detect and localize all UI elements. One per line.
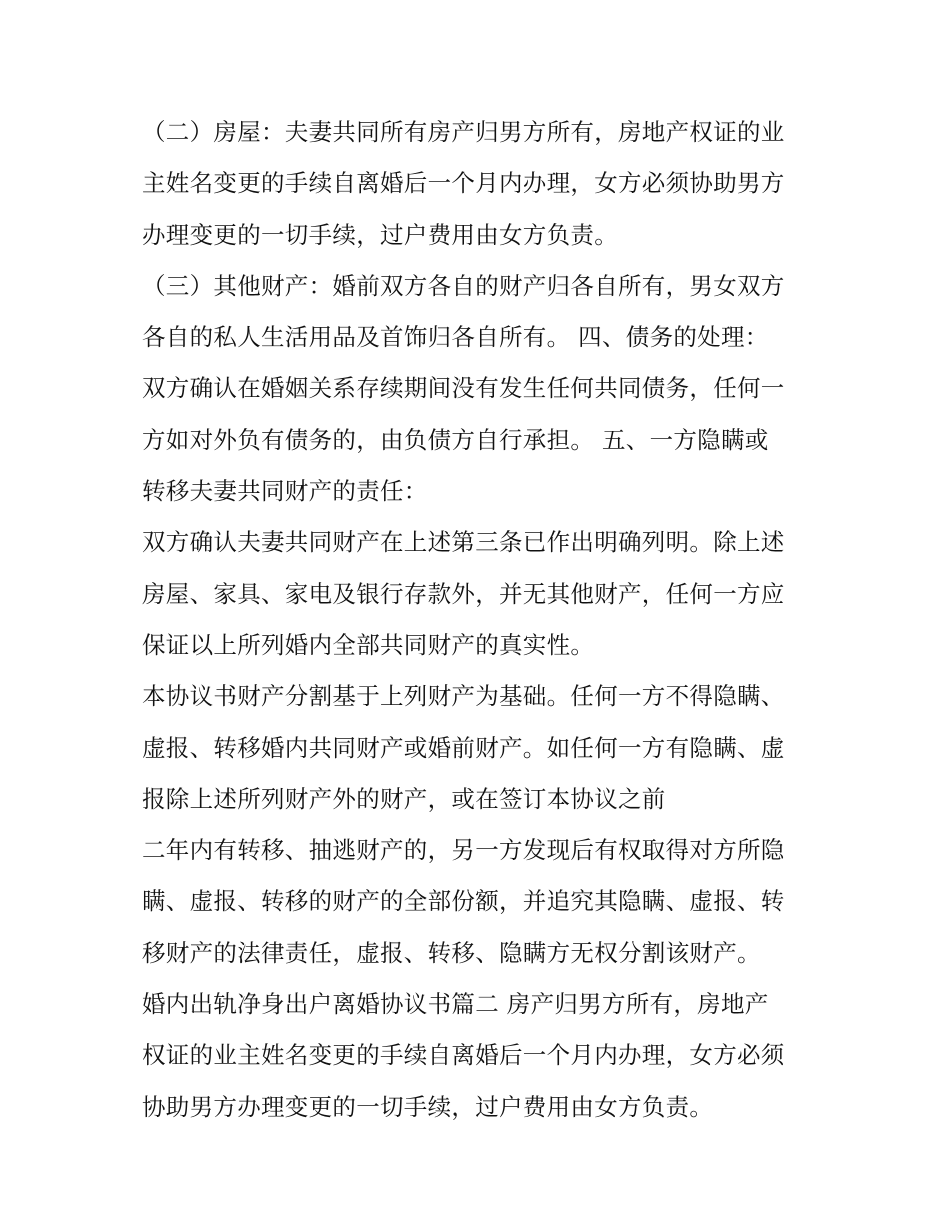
text-line: 权证的业主姓名变更的手续自离婚后一个月内办理，女方必须 [142, 1041, 785, 1070]
text-line: 房屋、家具、家电及银行存款外，并无其他财产，任何一方应 [142, 579, 785, 608]
text-line: 虚报、转移婚内共同财产或婚前财产。如任何一方有隐瞒、虚 [142, 733, 785, 762]
text-line: 报除上述所列财产外的财产，或在签订本协议之前 [142, 784, 666, 813]
document-body [142, 107, 822, 1133]
text-line: 协助男方办理变更的一切手续，过户费用由女方负责。 [142, 1092, 714, 1121]
text-line: 方如对外负有债务的，由负债方自行承担。 五、一方隐瞒或 [142, 425, 769, 454]
text-line: （三）其他财产：婚前双方各自的财产归各自所有，男女双方 [142, 271, 785, 300]
text-line: 移财产的法律责任，虚报、转移、隐瞒方无权分割该财产。 [142, 938, 761, 967]
text-line: 本协议书财产分割基于上列财产为基础。任何一方不得隐瞒、 [142, 682, 785, 711]
text-line: 双方确认在婚姻关系存续期间没有发生任何共同债务，任何一 [142, 374, 785, 403]
text-line: 双方确认夫妻共同财产在上述第三条已作出明确列明。除上述 [142, 528, 785, 557]
text-line: 二年内有转移、抽逃财产的，另一方发现后有权取得对方所隐 [142, 836, 785, 865]
text-line: 转移夫妻共同财产的责任： [142, 477, 428, 506]
text-line: 保证以上所列婚内全部共同财产的真实性。 [142, 630, 595, 659]
text-line: 主姓名变更的手续自离婚后一个月内办理，女方必须协助男方 [142, 169, 785, 198]
text-line: 瞒、虚报、转移的财产的全部份额，并追究其隐瞒、虚报、转 [142, 887, 785, 916]
text-line: 办理变更的一切手续，过户费用由女方负责。 [142, 220, 618, 249]
text-line: 各自的私人生活用品及首饰归各自所有。 四、债务的处理： [142, 323, 769, 352]
text-line: （二）房屋：夫妻共同所有房产归男方所有，房地产权证的业 [142, 118, 785, 146]
text-line: 婚内出轨净身出户离婚协议书篇二 房产归男方所有，房地产 [142, 990, 769, 1019]
